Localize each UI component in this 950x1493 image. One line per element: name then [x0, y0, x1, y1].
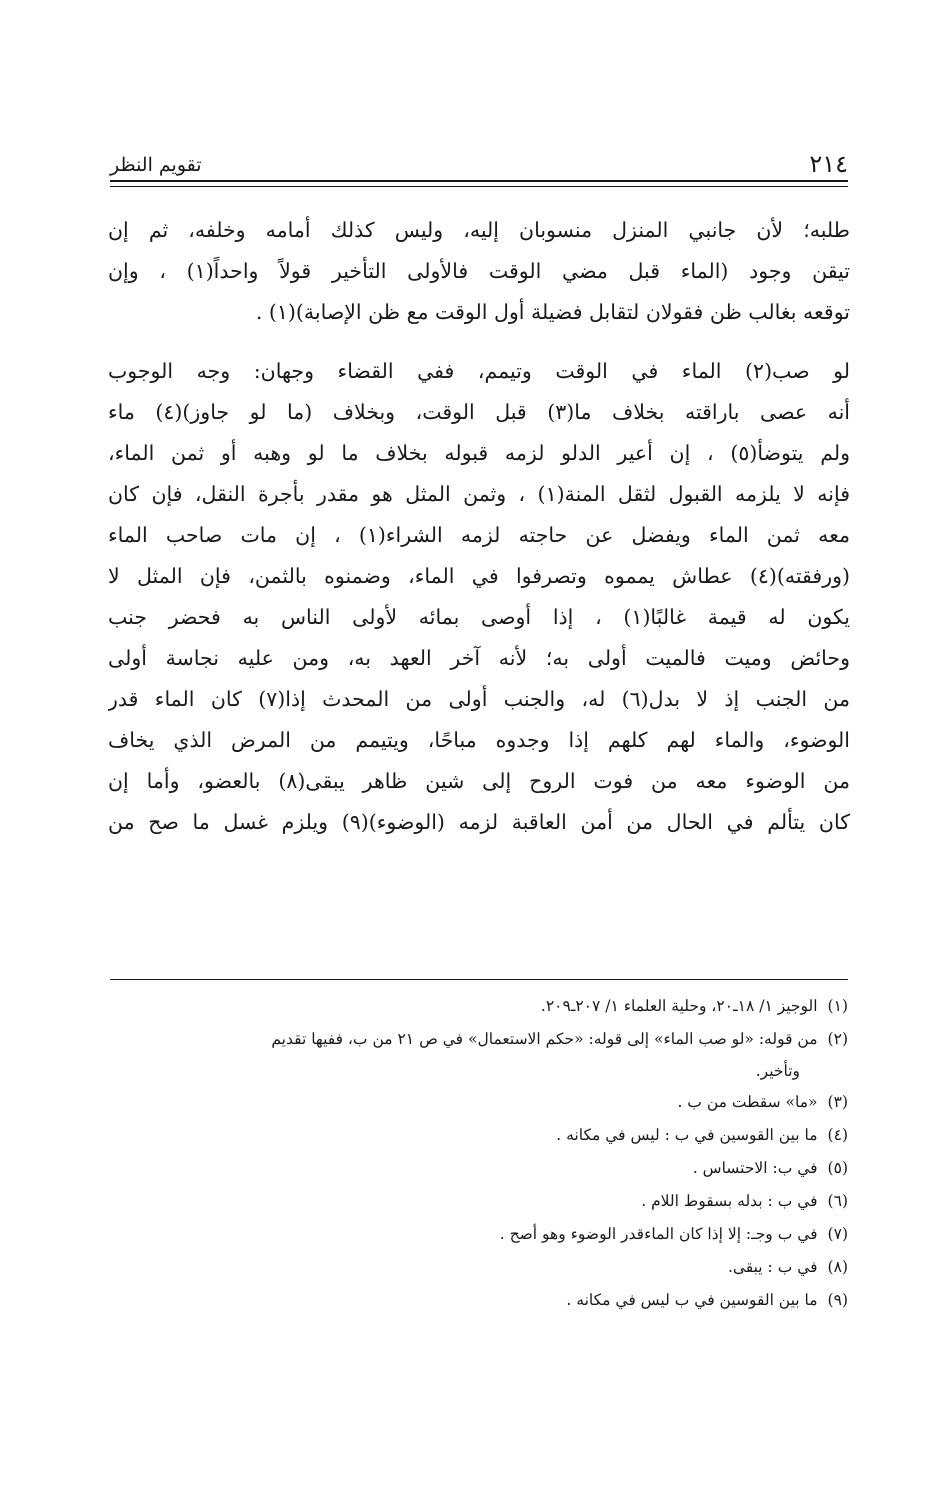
text-line: أنه عصى باراقته بخلاف ما(٣) قبل الوقت، وبخلاف (ما لو جاوز)(٤) ماء	[108, 400, 850, 424]
text-line: معه ثمن الماء ويفضل عن حاجته لزمه الشراء(١) ، إن مات صاحب الماء	[108, 523, 850, 547]
footnote-number: (٧)	[827, 1225, 848, 1243]
footnote-number: (٩)	[827, 1291, 848, 1309]
footnote-text: ما بين القوسين في ب ليس في مكانه .	[566, 1291, 818, 1309]
footnote-number: (٤)	[827, 1126, 848, 1144]
footnotes	[110, 990, 848, 1317]
text-line: يكون له قيمة غالبًا(١) ، إذا أوصى بمائه لأولى الناس به فحضر جنب	[108, 605, 850, 629]
header-rule-thin	[110, 186, 848, 187]
footnote-6	[110, 1185, 848, 1218]
page-header	[110, 140, 848, 178]
footnote-8	[110, 1251, 848, 1284]
footnote-3	[110, 1086, 848, 1119]
footnote-continuation: وتأخير.	[755, 1062, 800, 1080]
footnote-number: (٦)	[827, 1192, 848, 1210]
footnote-number: (٣)	[827, 1093, 848, 1111]
footnote-1	[110, 990, 848, 1023]
footnote-number: (٢)	[827, 1030, 848, 1048]
page-number: ٢١٤	[809, 150, 848, 178]
text-line: الوضوء، والماء لهم كلهم إذا وجدوه مباحًا، ويتيمم من المرض الذي يخاف	[108, 728, 850, 752]
footnote-2	[110, 1023, 848, 1056]
footnote-text: في ب وجـ: إلا إذا كان الماءقدر الوضوء وهو أصح .	[499, 1225, 818, 1243]
text-line: لو صب(٢) الماء في الوقت وتيمم، ففي القضاء وجهان: وجه الوجوب	[108, 359, 850, 383]
footnote-number: (٨)	[827, 1258, 848, 1276]
text-line: فإنه لا يلزمه القبول لثقل المنة(١) ، وثمن المثل هو مقدر بأجرة النقل، فإن كان	[108, 482, 850, 506]
text-line: ولم يتوضأ(٥) ، إن أعير الدلو لزمه قبوله بخلاف ما لو وهبه أو ثمن الماء،	[108, 441, 850, 465]
footnote-text: من قوله: «لو صب الماء» إلى قوله: «حكم الاستعمال» في ص ٢١ من ب، ففيها تقديم	[271, 1030, 818, 1048]
main-text	[108, 210, 850, 843]
paragraph-2	[108, 351, 850, 843]
footnote-text: ما بين القوسين في ب : ليس في مكانه .	[556, 1126, 818, 1144]
footnote-text: «ما» سقطت من ب .	[677, 1093, 818, 1111]
text-line: كان يتألم في الحال من أمن العاقبة لزمه (الوضوء)(٩) ويلزم غسل ما صح من	[108, 810, 850, 834]
footnote-9	[110, 1284, 848, 1317]
footnote-number: (٥)	[827, 1159, 848, 1177]
text-line: تيقن وجود (الماء قبل مضي الوقت فالأولى التأخير قولاً واحداً(١) ، وإن	[108, 259, 850, 283]
footnote-text: في ب: الاحتساس .	[692, 1159, 818, 1177]
header-rule-thick	[110, 180, 848, 182]
text-line: طلبه؛ لأن جانبي المنزل منسوبان إليه، وليس كذلك أمامه وخلفه، ثم إن	[108, 218, 850, 242]
text-line: توقعه بغالب ظن فقولان لتقابل فضيلة أول الوقت مع ظن الإصابة)(١) .	[255, 300, 850, 324]
text-line: (ورفقته)(٤) عطاش يمموه وتصرفوا في الماء، وضمنوه بالثمن، فإن المثل لا	[108, 564, 850, 588]
text-line: وحائض وميت فالميت أولى به؛ لأنه آخر العهد به، ومن عليه نجاسة أولى	[108, 646, 850, 670]
text-line: من الجنب إذ لا بدل(٦) له، والجنب أولى من المحدث إذا(٧) كان الماء قدر	[108, 687, 850, 711]
footnote-4	[110, 1119, 848, 1152]
footnote-text: في ب : بدله بسقوط اللام .	[641, 1192, 818, 1210]
text-line: من الوضوء معه من فوت الروح إلى شين ظاهر يبقى(٨) بالعضو، وأما إن	[108, 769, 850, 793]
footnote-text: الوجيز ١/ ١٨ـ٢٠، وحلية العلماء ١/ ٢٠٧ـ٢٠٩.	[540, 997, 818, 1015]
footnote-rule	[110, 979, 848, 980]
paragraph-1	[108, 210, 850, 333]
footnote-7	[110, 1218, 848, 1251]
running-title: تقويم النظر	[110, 154, 202, 176]
footnote-number: (١)	[827, 997, 848, 1015]
footnote-text: في ب : يبقى.	[727, 1258, 818, 1276]
footnote-5	[110, 1152, 848, 1185]
